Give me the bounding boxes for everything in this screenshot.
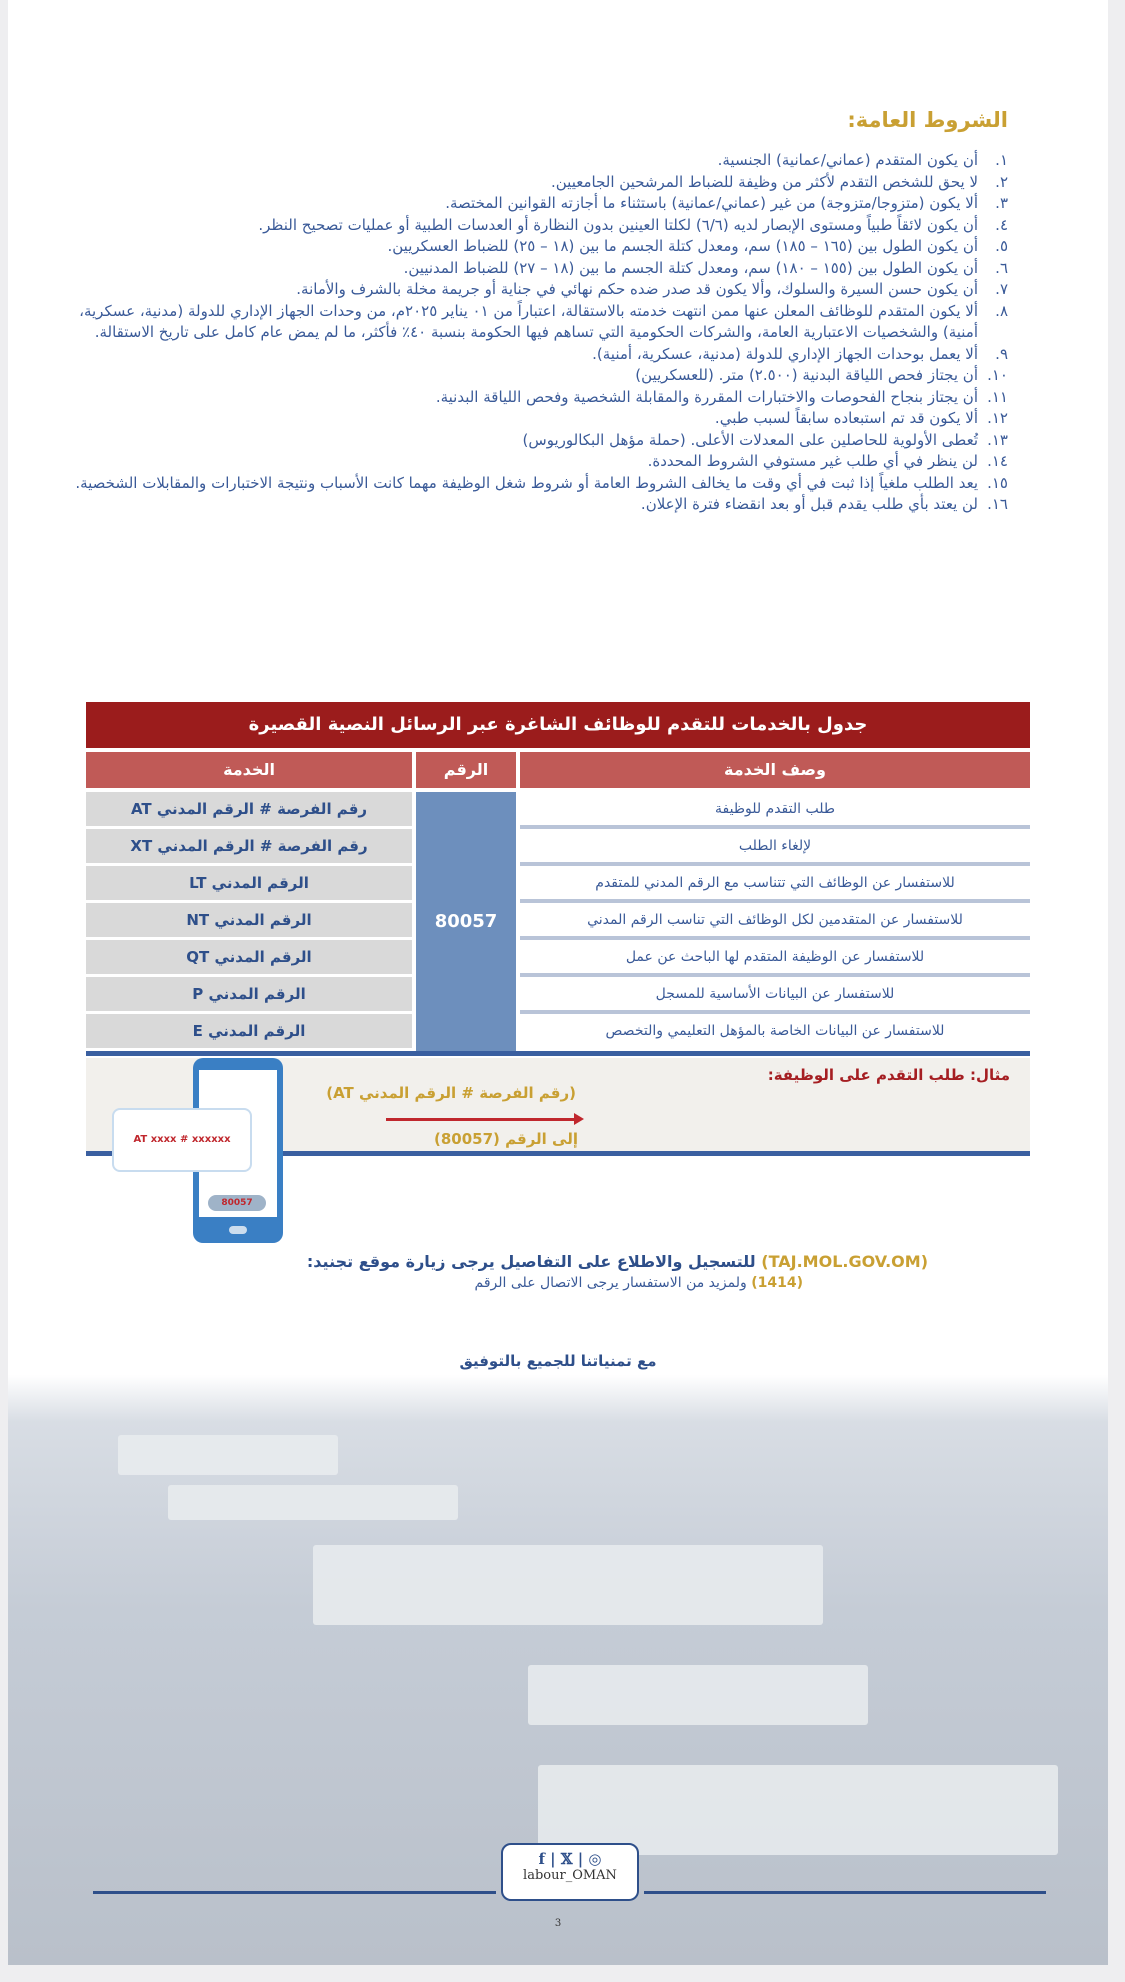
table-row-description: للاستفسار عن المتقدمين لكل الوظائف التي تناسب الرقم المدني xyxy=(520,903,1030,940)
item-text: لن يعتد بأي طلب يقدم قبل أو بعد انقضاء فترة الإعلان. xyxy=(640,495,978,513)
registration-text: للتسجيل والاطلاع على التفاصيل يرجى زيارة موقع تجنيد: xyxy=(306,1252,756,1271)
table-row-service: رقم الفرصة # الرقم المدني XT xyxy=(86,829,412,863)
condition-item xyxy=(68,172,1008,194)
footer-line xyxy=(644,1891,1046,1894)
item-text: أن يكون الطول بين (١٥٥ – ١٨٠) سم، ومعدل كتلة الجسم ما بين (١٨ – ٢٧) للضباط المدنيين. xyxy=(403,258,978,277)
description-column xyxy=(520,792,1030,1051)
page-number: 3 xyxy=(554,1918,562,1929)
social-handle: labour_OMAN xyxy=(523,1868,617,1883)
condition-item xyxy=(68,279,1008,301)
conditions-list xyxy=(68,150,1008,516)
item-text: ألا يعمل بوحدات الجهاز الإداري للدولة (مدنية، عسكرية، أمنية). xyxy=(592,344,978,363)
table-row-service: الرقم المدني NT xyxy=(86,903,412,937)
home-button-icon xyxy=(229,1226,247,1234)
item-text: يعد الطلب ملغياً إذا ثبت في أي وقت ما يخالف الشروط العامة أو شروط شغل الوظيفة مهما كانت الأسباب ونتيجة الاختبارات والمقابلات الشخصية. xyxy=(75,473,978,492)
ship-image xyxy=(313,1545,823,1625)
item-number: ١٥. xyxy=(987,473,1008,492)
contact-phone: (1414) xyxy=(751,1275,803,1291)
contact-note xyxy=(475,1275,803,1291)
table-row-service: الرقم المدني E xyxy=(86,1014,412,1048)
sms-number-cell: 80057 xyxy=(416,792,516,1051)
condition-item xyxy=(68,430,1008,452)
condition-item xyxy=(68,215,1008,237)
item-number: ١٢. xyxy=(987,409,1008,427)
item-text: لن ينظر في أي طلب غير مستوفي الشروط المحددة. xyxy=(647,452,978,470)
item-number: ٤. xyxy=(995,215,1008,234)
condition-item xyxy=(68,236,1008,258)
item-number: ١٣. xyxy=(987,430,1008,449)
ship-image xyxy=(528,1665,868,1725)
item-number: ٢. xyxy=(995,172,1008,191)
table-row-description: طلب التقدم للوظيفة xyxy=(520,792,1030,829)
item-text: تُعطى الأولوية للحاصلين على المعدلات الأعلى. (حملة مؤهل البكالوريوس) xyxy=(522,430,978,449)
table-row-description: للاستفسار عن الوظيفة المتقدم لها الباحث عن عمل xyxy=(520,940,1030,977)
item-number: ٧. xyxy=(995,280,1008,298)
facebook-icon[interactable]: f xyxy=(538,1850,545,1868)
example-recipient: إلى الرقم (80057) xyxy=(434,1130,578,1148)
phone-recipient-number: 80057 xyxy=(208,1195,266,1211)
item-number: ١٠. xyxy=(987,366,1008,384)
condition-item xyxy=(68,344,1008,366)
item-number: ٣. xyxy=(995,194,1008,212)
social-badge: f | 𝕏 | ◎ labour_OMAN xyxy=(501,1843,639,1901)
conditions-title: الشروط العامة: xyxy=(847,108,1008,132)
condition-item xyxy=(68,408,1008,430)
item-text: أن يكون المتقدم (عماني/عمانية) الجنسية. xyxy=(717,151,978,169)
item-text: ألا يكون (متزوجا/متزوجة) من غير (عماني/عمانية) باستثناء ما أجازته القوانين المختصة. xyxy=(445,194,978,212)
table-row-service: رقم الفرصة # الرقم المدني AT xyxy=(86,792,412,826)
arrow-icon xyxy=(386,1118,576,1121)
item-text: أن يكون لائقاً طبياً ومستوى الإبصار لديه (٦/٦) لكلتا العينين بدون النظارة أو العدسات الطبية أو عمليات تصحيح النظر. xyxy=(258,215,978,234)
header-description: وصف الخدمة xyxy=(520,752,1030,788)
item-number: ٦. xyxy=(995,258,1008,277)
item-number: ١. xyxy=(995,151,1008,169)
item-number: ٨. xyxy=(995,301,1008,320)
item-text: أن يكون الطول بين (١٦٥ – ١٨٥) سم، ومعدل كتلة الجسم ما بين (١٨ – ٢٥) للضباط العسكريين. xyxy=(387,237,978,255)
table-row-description: للاستفسار عن البيانات الخاصة بالمؤهل التعليمي والتخصص xyxy=(605,1023,945,1039)
table-row-service: الرقم المدني QT xyxy=(86,940,412,974)
header-number: الرقم xyxy=(416,752,516,788)
ship-image xyxy=(118,1435,338,1475)
ship-image xyxy=(168,1485,458,1520)
condition-item xyxy=(68,473,1008,495)
footer-line xyxy=(93,1891,496,1894)
condition-item xyxy=(68,365,1008,387)
condition-item xyxy=(68,387,1008,409)
table-row-service: الرقم المدني LT xyxy=(86,866,412,900)
example-code: (رقم الفرصة # الرقم المدني AT) xyxy=(326,1084,576,1102)
document-page xyxy=(8,0,1108,1965)
item-number: ٩. xyxy=(995,344,1008,363)
condition-item xyxy=(68,258,1008,280)
condition-item xyxy=(68,451,1008,473)
item-number: ١٦. xyxy=(987,495,1008,513)
item-text: أن يجتاز بنجاح الفحوصات والاختبارات المقررة والمقابلة الشخصية وفحص اللياقة البدنية. xyxy=(435,387,978,406)
table-row-description: للاستفسار عن الوظائف التي تتناسب مع الرقم المدني للمتقدم xyxy=(520,866,1030,903)
item-number: ١٤. xyxy=(987,452,1008,470)
item-number: ٥. xyxy=(995,237,1008,255)
table-row-service: الرقم المدني P xyxy=(86,977,412,1011)
item-text: أن يكون حسن السيرة والسلوك، وألا يكون قد صدر ضده حكم نهائي في جناية أو جريمة مخلة بالشرف والأمانة. xyxy=(296,280,978,298)
item-number: ١١. xyxy=(987,387,1008,406)
condition-item xyxy=(68,193,1008,215)
item-text: ألا يكون قد تم استبعاده سابقاً لسبب طبي. xyxy=(714,409,978,427)
item-text: ألا يكون المتقدم للوظائف المعلن عنها ممن انتهت خدمته بالاستقالة، اعتباراً من ٠١ يناير ٢٠٢٥م، من وحدات الجهاز الإداري للدولة (مدنية، عسكرية، أمنية) والشخصيات الاعتبارية العامة، والشركات الحكومية التي تساهم فيها الحكومة بنسبة ٤٠٪ فأكثر، ما لم يمض عام كامل على تاريخ الاستقالة. xyxy=(79,301,978,341)
contact-text: ولمزيد من الاستفسار يرجى الاتصال على الرقم xyxy=(474,1275,747,1291)
item-text: لا يحق للشخص التقدم لأكثر من وظيفة للضباط المرشحين الجامعيين. xyxy=(550,172,978,191)
website-link[interactable]: (TAJ.MOL.GOV.OM) xyxy=(761,1252,928,1271)
table-header xyxy=(86,752,1030,788)
table-title: جدول بالخدمات للتقدم للوظائف الشاغرة عبر الرسائل النصية القصيرة xyxy=(86,702,1030,748)
ship-image xyxy=(538,1765,1058,1855)
example-label: مثال: طلب التقدم على الوظيفة: xyxy=(767,1066,1010,1084)
closing-message: مع تمنياتنا للجميع بالتوفيق xyxy=(459,1352,657,1370)
header-service: الخدمة xyxy=(86,752,412,788)
instagram-icon[interactable]: ◎ xyxy=(588,1850,602,1868)
table-row-description: للاستفسار عن البيانات الأساسية للمسجل xyxy=(520,977,1030,1014)
sms-services-table xyxy=(86,702,1030,1056)
service-column xyxy=(86,792,412,1051)
condition-item xyxy=(68,301,1008,344)
condition-item xyxy=(68,150,1008,172)
condition-item xyxy=(68,494,1008,516)
table-row-description: لإلغاء الطلب xyxy=(520,829,1030,866)
table-body xyxy=(86,792,1030,1051)
message-bubble: AT xxxx # xxxxxx xyxy=(112,1108,252,1172)
x-icon[interactable]: 𝕏 xyxy=(560,1850,573,1868)
registration-note xyxy=(307,1252,928,1271)
table-bottom-line xyxy=(86,1051,1030,1056)
item-text: أن يجتاز فحص اللياقة البدنية (٢.٥٠٠) متر. (للعسكريين) xyxy=(635,366,978,384)
